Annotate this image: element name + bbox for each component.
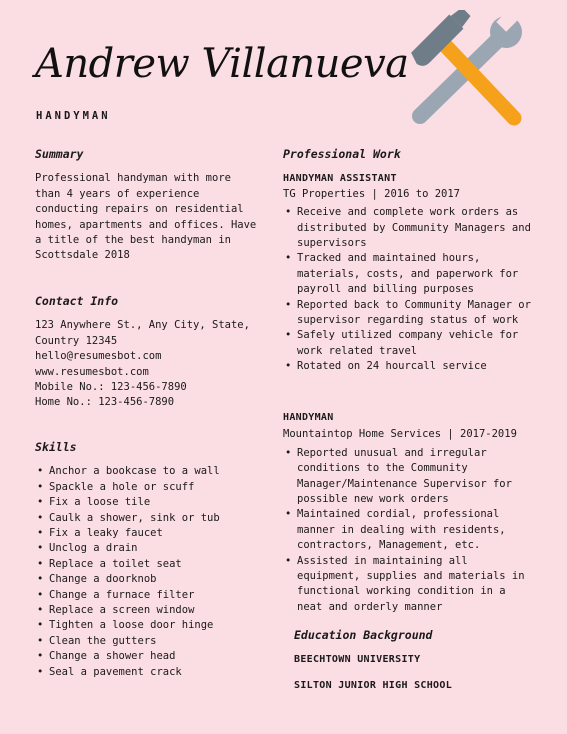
- skills-heading: Skills: [35, 440, 77, 454]
- skill-item: • Clean the gutters: [35, 634, 260, 649]
- skill-item: • Fix a loose tile: [35, 495, 260, 510]
- duty-line: neat and orderly manner: [297, 600, 443, 613]
- summary-line: a title of the best handyman in: [35, 234, 231, 247]
- summary-line: Scottsdale 2018: [35, 249, 130, 262]
- contact-mobile: Mobile No.: 123-456-7890: [35, 381, 187, 394]
- summary-line: conducting repairs on residential: [35, 203, 244, 216]
- duty-line: payroll and billing purposes: [297, 283, 475, 296]
- job-duty: [283, 359, 545, 374]
- skill-item: • Change a doorknob: [35, 572, 260, 587]
- summary-line: homes, apartments and offices. Have: [35, 218, 257, 231]
- skills-list: [35, 464, 260, 680]
- skill-item: • Caulk a shower, sink or tub: [35, 511, 260, 526]
- duty-line: • Reported unusual and irregular: [297, 446, 487, 459]
- summary-line: than 4 years of experience: [35, 187, 200, 200]
- skill-item: • Change a furnace filter: [35, 588, 260, 603]
- hammer-wrench-icon: [402, 10, 526, 130]
- contact-email: hello@resumesbot.com: [35, 350, 162, 363]
- summary-section: [35, 147, 260, 264]
- skill-item: • Tighten a loose door hinge: [35, 618, 260, 633]
- work-job-2: [283, 410, 545, 615]
- skill-item: • Replace a screen window: [35, 603, 260, 618]
- skill-item: • Fix a leaky faucet: [35, 526, 260, 541]
- duty-line: distributed by Community Managers and: [297, 221, 531, 234]
- education-section: [294, 628, 544, 693]
- job-duties-list: [283, 205, 545, 374]
- duty-line: possible new work orders: [297, 493, 449, 506]
- skill-item: • Anchor a bookcase to a wall: [35, 464, 260, 479]
- duty-line: work related travel: [297, 344, 418, 357]
- work-section: [283, 147, 545, 375]
- job-duty: [283, 298, 545, 329]
- job-duty: [283, 205, 545, 251]
- duty-line: • Receive and complete work orders as: [297, 206, 519, 219]
- skill-item: • Unclog a drain: [35, 541, 260, 556]
- school-name: SILTON JUNIOR HIGH SCHOOL: [294, 679, 453, 691]
- duty-line: • Rotated on 24 hourcall service: [297, 360, 487, 373]
- job-duty: [283, 328, 545, 359]
- job-duty: [283, 446, 545, 508]
- candidate-name: Andrew Villanueva: [35, 41, 409, 87]
- skill-item: • Spackle a hole or scuff: [35, 480, 260, 495]
- job-duty: [283, 554, 545, 616]
- contact-home-phone: Home No.: 123-456-7890: [35, 396, 175, 409]
- duty-line: conditions to the Community: [297, 462, 468, 475]
- contact-website: www.resumesbot.com: [35, 365, 149, 378]
- school-name: BEECHTOWN UNIVERSITY: [294, 654, 421, 666]
- job-duty: [283, 251, 545, 297]
- contact-heading: Contact Info: [35, 294, 119, 308]
- duty-line: contractors, Management, etc.: [297, 539, 481, 552]
- education-heading: Education Background: [294, 628, 433, 642]
- duty-line: • Safely utilized company vehicle for: [297, 329, 519, 342]
- duty-line: equipment, supplies and materials in: [297, 570, 525, 583]
- duty-line: • Assisted in maintaining all: [297, 554, 468, 567]
- skill-item: • Change a shower head: [35, 649, 260, 664]
- skills-section: [35, 440, 260, 680]
- contact-address-line: 123 Anywhere St., Any City, State,: [35, 319, 250, 332]
- summary-line: Professional handyman with more: [35, 172, 231, 185]
- job-company: TG Properties | 2016 to 2017: [283, 187, 461, 200]
- contact-address-line: Country 12345: [35, 334, 118, 347]
- work-heading: Professional Work: [283, 147, 401, 161]
- job-company: Mountaintop Home Services | 2017-2019: [283, 428, 517, 441]
- summary-heading: Summary: [35, 147, 84, 161]
- skill-item: • Seal a pavement crack: [35, 665, 260, 680]
- duty-line: supervisors: [297, 237, 367, 250]
- job-duties-list: [283, 446, 545, 615]
- duty-line: • Reported back to Community Manager or: [297, 298, 531, 311]
- duty-line: • Maintained cordial, professional: [297, 508, 500, 521]
- duty-line: • Tracked and maintained hours,: [297, 252, 481, 265]
- job-title: HANDYMAN: [283, 412, 334, 423]
- candidate-role: HANDYMAN: [36, 110, 111, 122]
- duty-line: Manager/Maintenance Supervisor for: [297, 477, 512, 490]
- duty-line: manner in dealing with residents,: [297, 523, 506, 536]
- duty-line: materials, costs, and paperwork for: [297, 267, 519, 280]
- job-duty: [283, 507, 545, 553]
- job-title: HANDYMAN ASSISTANT: [283, 173, 397, 185]
- contact-section: [35, 294, 260, 411]
- duty-line: functional working condition in a: [297, 585, 506, 598]
- duty-line: supervisor regarding status of work: [297, 314, 519, 327]
- skill-item: • Replace a toilet seat: [35, 557, 260, 572]
